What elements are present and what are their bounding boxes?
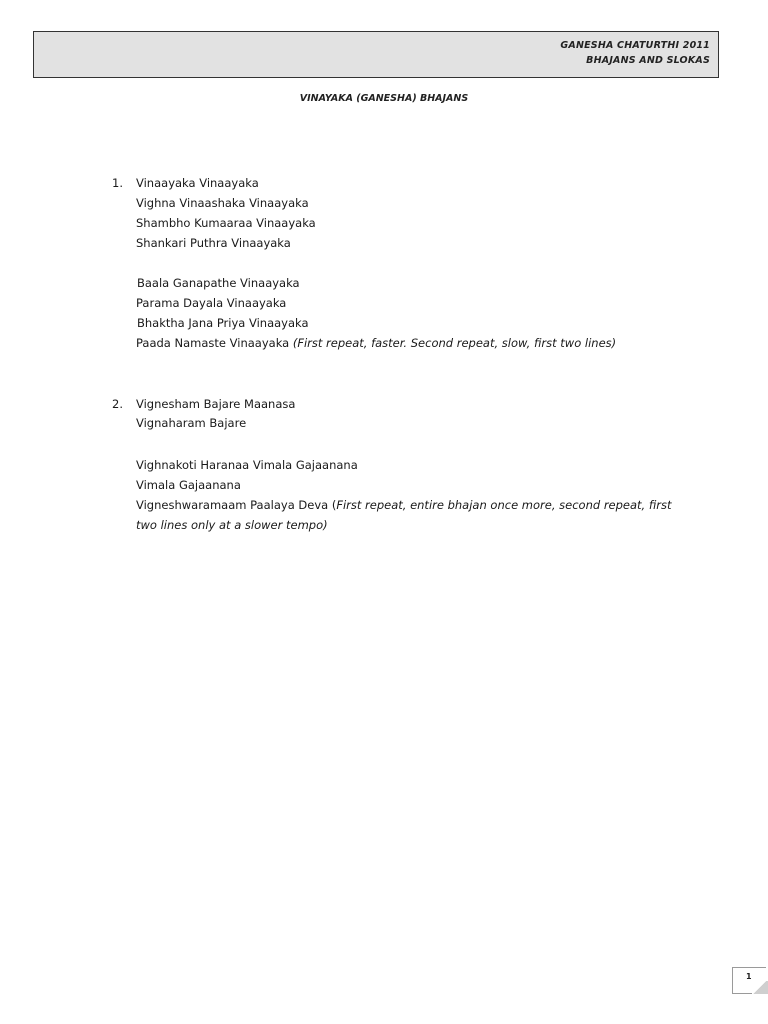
bhajan-1-number: 1. [112, 176, 123, 190]
page-number: 1 [746, 972, 752, 981]
bhajan-2-line-3: Vighnakoti Haranaa Vimala Gajaanana [136, 458, 358, 472]
bhajan-2-line-1: Vignesham Bajare Maanasa [136, 397, 296, 411]
header-subtitle: BHAJANS AND SLOKAS [586, 55, 710, 66]
bhajan-1-line-3: Shambho Kumaaraa Vinaayaka [136, 216, 316, 230]
bhajan-1-line-7: Bhaktha Jana Priya Vinaayaka [137, 316, 309, 330]
page-curl-icon [752, 981, 768, 994]
bhajan-1-line-1: Vinaayaka Vinaayaka [136, 176, 259, 190]
document-title: VINAYAKA (GANESHA) BHAJANS [299, 93, 469, 104]
bhajan-1-line-2: Vighna Vinaashaka Vinaayaka [136, 196, 309, 210]
bhajan-1-line-8-text: Paada Namaste Vinaayaka [136, 336, 290, 350]
bhajan-1-line-8 [136, 336, 616, 350]
document-header [33, 31, 719, 78]
bhajan-2-repeat-note-part-1: First repeat, entire bhajan once more, second repeat, first [336, 498, 672, 512]
bhajan-1-line-5: Baala Ganapathe Vinaayaka [137, 276, 300, 290]
bhajan-2-repeat-note-part-2: two lines only at a slower tempo) [136, 518, 328, 532]
header-event-title: GANESHA CHATURTHI 2011 [560, 40, 710, 51]
bhajan-1-line-6: Parama Dayala Vinaayaka [136, 296, 287, 310]
bhajan-2-line-5 [136, 498, 672, 512]
bhajan-2-number: 2. [112, 397, 123, 411]
bhajan-2-line-4: Vimala Gajaanana [136, 478, 241, 492]
bhajan-1-repeat-note: (First repeat, faster. Second repeat, slow, first two lines) [292, 336, 617, 350]
bhajan-2-line-2: Vignaharam Bajare [136, 416, 247, 430]
bhajan-2-line-5-text: Vigneshwaramaam Paalaya Deva ( [136, 498, 337, 512]
bhajan-1-line-4: Shankari Puthra Vinaayaka [136, 236, 291, 250]
